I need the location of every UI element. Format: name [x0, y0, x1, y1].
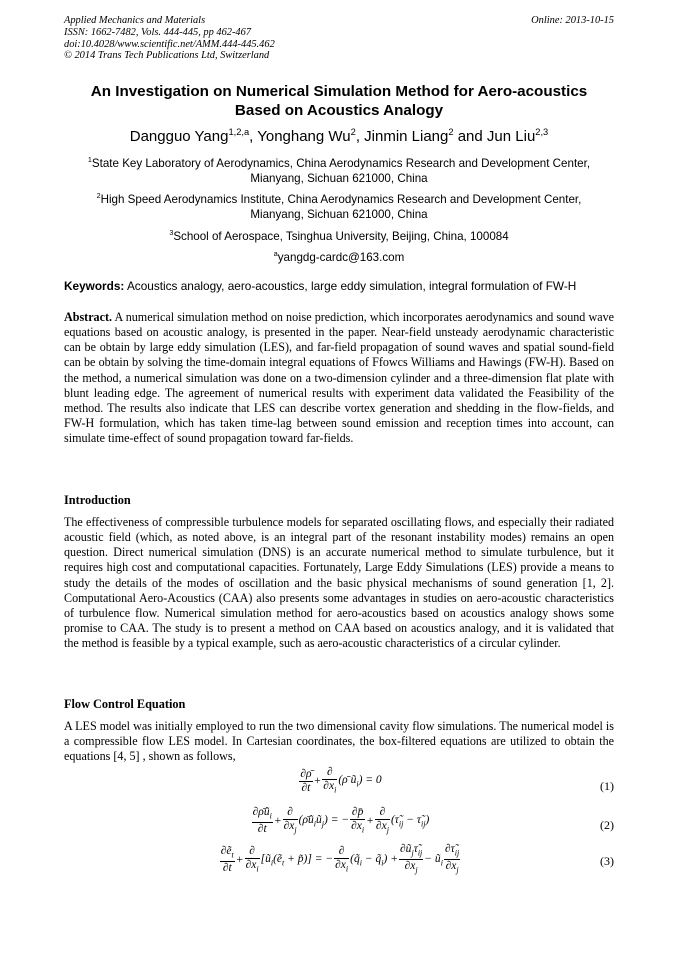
equation-3-number: (3) — [600, 854, 614, 868]
author-name: Yonghang Wu — [257, 128, 351, 145]
author-name: Jinmin Liang — [364, 128, 449, 145]
keywords-label: Keywords: — [64, 279, 125, 293]
journal-name: Applied Mechanics and Materials — [64, 15, 206, 26]
author-sup: 1,2,a — [228, 127, 250, 137]
equation-1: $\frac{\partial\rhō}{\partial t}$ + $\frac{\partial}{\partial x_i}$ (ρ̄ $ũ_i) = 0$ — [300, 766, 382, 795]
author-sep: and — [453, 128, 487, 145]
equation-2: $\frac{\partial\rhōũ_i}{\partial t}$ + $\frac{\partial}{\partial x_j}$ $(\rhōũ_iũ_j)$ = − $\frac{\partial p̄}{\partial x_i}$ + $\frac{\partial}{\partial x_j}$ ($\taũ_{ij}$ − $\taũ_{ij}$) — [252, 806, 430, 836]
title-line-2: Based on Acoustics Analogy — [234, 102, 444, 119]
keywords-text: Acoustics analogy, aero-acoustics, large eddy simulation, integral formulation of FW-H — [124, 279, 577, 293]
title-line-1: An Investigation on Numerical Simulation Method for Aero-acoustics — [90, 83, 588, 100]
affiliation-line: Mianyang, Sichuan 621000, China — [250, 208, 428, 221]
journal-header — [64, 15, 364, 62]
affiliation-sup: 2 — [96, 191, 101, 201]
equation-1-number: (1) — [600, 779, 614, 793]
affiliation-line: State Key Laboratory of Aerodynamics, China Aerodynamics Research and Development Center, — [91, 157, 591, 170]
introduction-paragraph: The effectiveness of compressible turbulence models for separated oscillating flows, and especially their radiated acoustic field (which, as noted above, is an integral part of the resonant instability modes) remains an open question. Direct numerical simulation (DNS) is an accurate numerical method to simulate turbulence, but it requires high cost and computational capacities. Fortunately, Large Eddy Simulations (LES) provide a means to study the details of the modes of oscillation and the basic physical mechanisms of sound generation [1, 2]. Computational Aero-Acoustics (CAA) also presents some advantages in studies on aero-acoustic characteristics of turbulence flow. Numerical simulation method for aero-acoustics based on acoustics analogy shows some promise to CAA. The study is to present a method on CAA based on acoustics analogy, and it is validated that the method is feasible by a typical example, such as aero-acoustic characteristics of a circular cylinder. — [64, 515, 614, 651]
email-sup: a — [273, 249, 278, 259]
author-name: Jun Liu — [486, 128, 536, 145]
affiliation-sup: 1 — [87, 155, 92, 165]
copyright-line: © 2014 Trans Tech Publications Ltd, Switzerland — [64, 50, 270, 62]
affiliation-line: School of Aerospace, Tsinghua University, Beijing, China, 100084 — [173, 230, 509, 243]
flow-control-heading: Flow Control Equation — [64, 697, 186, 711]
online-date: Online: 2013-10-15 — [531, 15, 614, 26]
email-address: yangdg-cardc@163.com — [277, 251, 405, 264]
affiliation-1 — [64, 156, 614, 186]
author-sup: 2 — [448, 127, 454, 137]
affiliation-sup: 3 — [169, 228, 174, 238]
author-sup: 2,3 — [535, 127, 549, 137]
doi-line: doi:10.4028/www.scientific.net/AMM.444-445.462 — [64, 38, 275, 50]
equation-3: $\frac{\partial ẽ_t}{\partial t}$ + $\frac{\partial}{\partial x_i}$ [$ũ_i(ẽ_t$ + p̃)] = − $\frac{\partial}{\partial x_i}$ ($q̃_i$ − $q̃_i$) + $\frac{\partial ũ_j\taũ_{ij}}{\partial x_j}$ − $ũ_i$ $\frac{\partial\taũ_{ij}}{\partial x_j}$ — [220, 843, 460, 875]
corresponding-email — [64, 250, 614, 265]
paper-title — [64, 82, 614, 120]
issn-line: ISSN: 1662-7482, Vols. 444-445, pp 462-467 — [64, 26, 252, 38]
affiliation-2 — [64, 192, 614, 222]
introduction-heading: Introduction — [64, 493, 131, 507]
equation-2-number: (2) — [600, 818, 614, 832]
affiliation-line: Mianyang, Sichuan 621000, China — [250, 172, 428, 185]
author-sep: , — [355, 128, 365, 145]
author-sep: , — [249, 128, 258, 145]
author-name: Dangguo Yang — [129, 128, 229, 145]
abstract-label: Abstract. — [64, 310, 113, 324]
abstract-text: A numerical simulation method on noise prediction, which incorporates aerodynamics and sound wave equations based on acoustic analogy, is presented in the paper. Near-field unsteady aerodynamic characteristic can be obtain by large eddy simulation (LES), and far-field propagation of sound waves and spatial sound-field can be obtain by solving the time-domain integral equations of Ffowcs Williams and Hawings (FW-H). Based on the method, a numerical simulation was done on a two-dimension cylinder and a three-dimension flat plate with blunt leading edge. The agreement of numerical results with experiment data validated the Feasibility of the method. The results also indicate that LES can describe vortex generation and shedding in the flow-fields, and FW-H formulation, which has taken time-lag between sound emission and reception times into account, can simulate time-effect of sound propagation toward far-fields. — [64, 310, 614, 446]
keywords — [64, 279, 624, 293]
author-sup: 2 — [350, 127, 356, 137]
abstract-paragraph — [64, 310, 614, 446]
affiliation-3 — [64, 229, 614, 244]
flow-control-paragraph: A LES model was initially employed to run the two dimensional cavity flow simulations. The numerical model is a compressible flow LES model. In Cartesian coordinates, the box-filtered equations are utilized to obtain the equations [4, 5] , shown as follows, — [64, 719, 614, 764]
author-list — [64, 128, 614, 145]
affiliation-line: High Speed Aerodynamics Institute, China Aerodynamics Research and Development Center, — [100, 193, 582, 206]
